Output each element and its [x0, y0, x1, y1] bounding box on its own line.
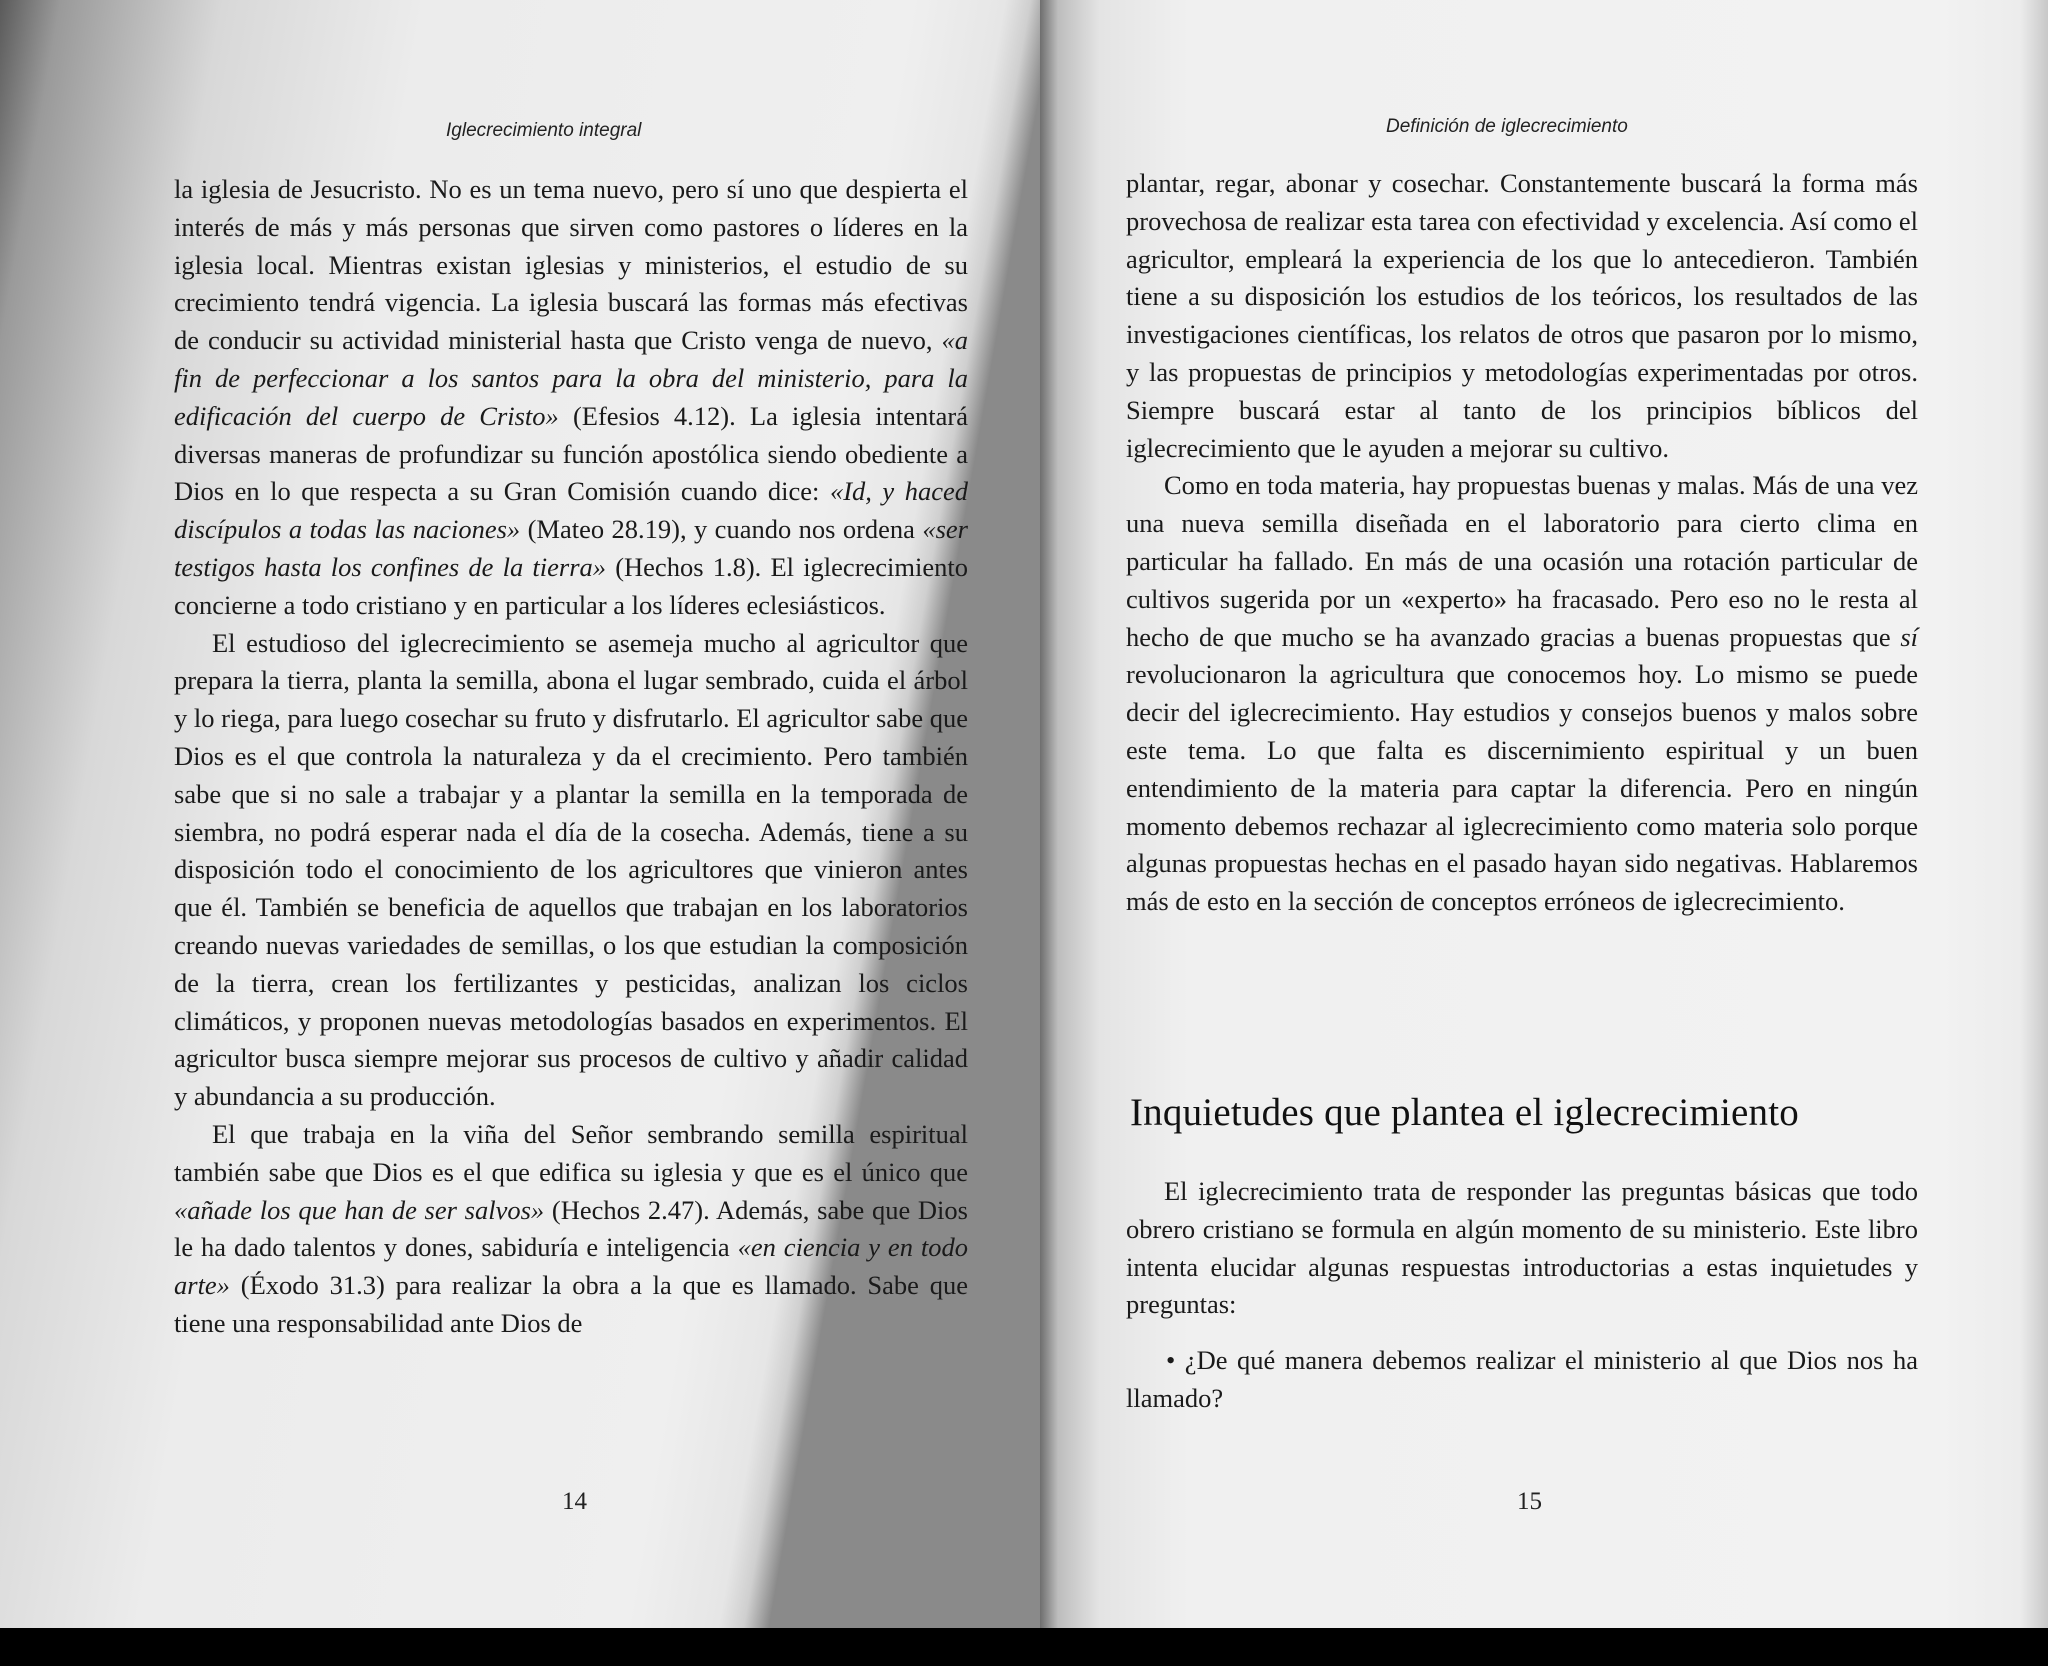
paragraph: [174, 171, 968, 625]
left-page-number: 14: [562, 1488, 587, 1515]
right-page: [1040, 0, 2048, 1666]
left-body-text: [174, 171, 968, 1343]
right-page-number: 15: [1517, 1488, 1542, 1515]
paragraph: [1126, 467, 1918, 921]
text-run: plantar, regar, abonar y cosechar. Constantemente buscará la forma más provechosa de realizar esta tarea con efectividad y excelencia. Así como el agricultor, empleará la experiencia de los que lo antecedieron. También tiene a su disposición los estudios de los teóricos, los resultados de las investigaciones científicas, los relatos de otros que pasaron por lo mismo, y las propuestas de principios y metodologías experimentadas por otros. Siempre buscará estar al tanto de los principios bíblicos del iglecrecimiento que le ayuden a mejorar su cultivo.: [1126, 168, 1918, 463]
left-running-head: Iglecrecimiento integral: [446, 120, 642, 141]
right-body-text-after-heading: [1126, 1173, 1918, 1418]
text-run: • ¿De qué manera debemos realizar el ministerio al que Dios nos ha llamado?: [1126, 1345, 1918, 1413]
text-run: (Mateo 28.19), y cuando nos ordena: [520, 514, 923, 545]
right-running-head: Definición de iglecrecimiento: [1386, 116, 1628, 137]
scan-edge: [0, 1628, 2048, 1666]
italic-quote: «a fin de perfeccionar a los santos para la obra del ministerio, para la edificación del cuerpo de Cristo»: [174, 325, 968, 431]
italic-quote: «Id, y haced discípulos a todas las naciones»: [174, 476, 968, 545]
section-heading: Inquietudes que plantea el iglecrecimiento: [1130, 1091, 1799, 1134]
bullet-item: [1126, 1342, 1918, 1418]
text-run: (Efesios 4.12). La iglesia intentará diversas maneras de profundizar su función apostólica siendo obediente a Dios en lo que respecta a su Gran Comisión cuando dice:: [174, 400, 968, 507]
text-run: (Éxodo 31.3) para realizar la obra a la que es llamado. Sabe que tiene una responsabilidad ante Dios de: [174, 1270, 968, 1338]
text-run: El que trabaja en la viña del Señor sembrando semilla espiritual también sabe que Dios es el que edifica su iglesia y que es el único que: [174, 1118, 968, 1187]
text-run: (Hechos 1.8). El iglecrecimiento concierne a todo cristiano y en particular a los líderes eclesiásticos.: [174, 551, 969, 620]
text-run: El estudioso del iglecrecimiento se asemeja mucho al agricultor que prepara la tierra, planta la semilla, abona el lugar sembrado, cuida el árbol y lo riega, para luego cosechar su fruto y disfrutarlo. El agricultor sabe que Dios es el que controla la naturaleza y da el crecimiento. Pero también sabe que si no sale a trabajar y a plantar la semilla en la temporada de siembra, no podrá esperar nada el día de la cosecha. Además, tiene a su disposición todo el conocimiento de los agricultores que vinieron antes que él. También se beneficia de aquellos que trabajan en los laboratorios creando nuevas variedades de semillas, o los que estudian la composición de la tierra, crean los fertilizantes y pesticidas, analizan los ciclos climáticos, y proponen nuevas metodologías basados en experimentos. El agricultor busca siempre mejorar sus procesos de cultivo y añadir calidad y abundancia a su producción.: [174, 627, 968, 1112]
text-run: El iglecrecimiento trata de responder las preguntas básicas que todo obrero cristiano se formula en algún momento de su ministerio. Este libro intenta elucidar algunas respuestas introductorias a estas inquietudes y preguntas:: [1126, 1176, 1918, 1320]
text-run: (Hechos 2.47). Además, sabe que Dios le ha dado talentos y dones, sabiduría e inteligencia: [174, 1194, 968, 1263]
paragraph: [1126, 1173, 1918, 1324]
italic-quote: «ser testigos hasta los confines de la tierra»: [174, 514, 968, 582]
italic-quote: sí: [1900, 621, 1918, 652]
paragraph: [174, 625, 968, 1116]
right-body-text: [1126, 165, 1918, 921]
text-run: la iglesia de Jesucristo. No es un tema nuevo, pero sí uno que despierta el interés de más y más personas que sirven como pastores o líderes en la iglesia local. Mientras existan iglesias y ministerios, el estudio de su crecimiento tendrá vigencia. La iglesia buscará las formas más efectivas de conducir su actividad ministerial hasta que Cristo venga de nuevo,: [174, 174, 968, 356]
paragraph: [1126, 165, 1918, 467]
text-run: Como en toda materia, hay propuestas buenas y malas. Más de una vez una nueva semilla diseñada en el laboratorio para cierto clima en particular ha fallado. En más de una ocasión una rotación particular de cultivos sugerida por un «experto» ha fracasado. Pero eso no le resta al hecho de que mucho se ha avanzado gracias a buenas propuestas que: [1126, 470, 1918, 652]
italic-quote: «en ciencia y en todo arte»: [174, 1232, 968, 1301]
italic-quote: «añade los que han de ser salvos»: [174, 1194, 545, 1225]
text-run: revolucionaron la agricultura que conocemos hoy. Lo mismo se puede decir del iglecrecimiento. Hay estudios y consejos buenos y malos sobre este tema. Lo que falta es discernimiento espiritual y un buen entendimiento de la materia para captar la diferencia. Pero en ningún momento debemos rechazar al iglecrecimiento como materia solo porque algunas propuestas hechas en el pasado hayan sido negativas. Hablaremos más de esto en la sección de conceptos erróneos de iglecrecimiento.: [1126, 659, 1918, 917]
paragraph: [174, 1116, 968, 1343]
